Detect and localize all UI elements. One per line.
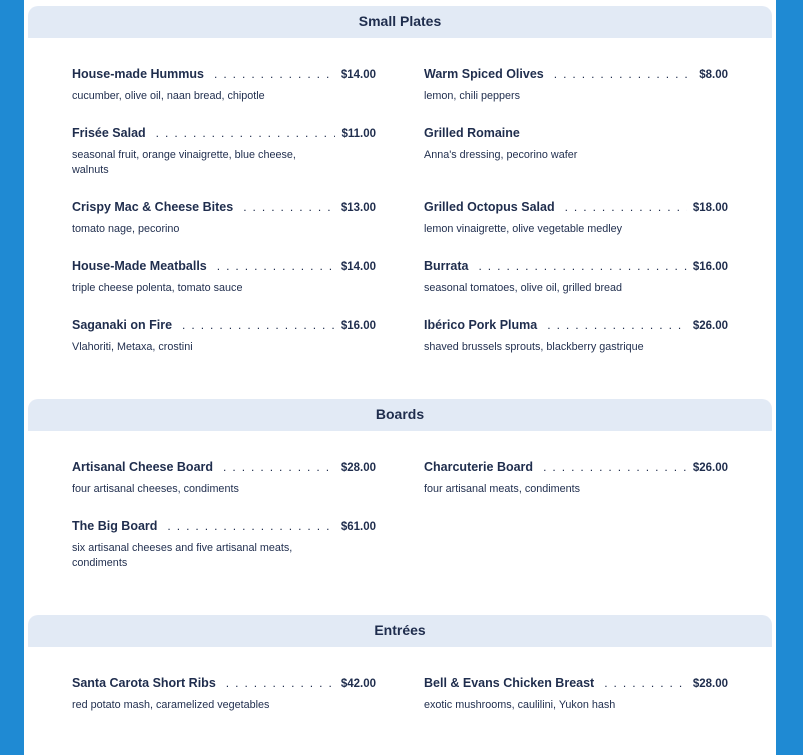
item-price: $28.00 [692, 678, 728, 690]
dot-leader [547, 318, 687, 332]
item-name: Grilled Octopus Salad [424, 200, 555, 214]
item-name: Saganaki on Fire [72, 318, 173, 332]
item-description: shaved brussels sprouts, blackberry gastrique [424, 341, 644, 353]
item-price: $14.00 [340, 69, 376, 81]
menu-item[interactable] [424, 460, 728, 497]
item-description: four artisanal meats, condiments [424, 483, 581, 495]
dot-leader [478, 259, 686, 273]
item-description: cucumber, olive oil, naan bread, chipotle [72, 90, 265, 102]
item-description: exotic mushrooms, caulilini, Yukon hash [424, 699, 616, 711]
item-name: The Big Board [72, 519, 158, 533]
item-name: House-Made Meatballs [72, 259, 207, 273]
item-description: lemon vinaigrette, olive vegetable medley [424, 223, 623, 235]
item-name: Warm Spiced Olives [424, 67, 544, 81]
item-description: four artisanal cheeses, condiments [72, 483, 239, 495]
dot-leader [554, 67, 693, 81]
dot-leader [226, 676, 335, 690]
menu-item[interactable] [72, 259, 376, 296]
item-price: $13.00 [340, 202, 376, 214]
menu-item[interactable] [424, 67, 728, 104]
item-price: $11.00 [341, 128, 376, 140]
dot-leader [604, 676, 687, 690]
dot-leader [214, 67, 335, 81]
menu-item[interactable] [72, 676, 376, 713]
dot-leader [182, 318, 335, 332]
section-header-entrees: Entrées [28, 615, 772, 647]
item-price: $26.00 [692, 462, 728, 474]
item-name: Ibérico Pork Pluma [424, 318, 538, 332]
item-name: Santa Carota Short Ribs [72, 676, 216, 690]
item-description: lemon, chili peppers [424, 90, 521, 102]
item-description: six artisanal cheeses and five artisanal meats, condiments [72, 542, 293, 569]
item-description: Anna's dressing, pecorino wafer [424, 149, 578, 161]
item-name: Grilled Romaine [424, 126, 520, 140]
menu-item[interactable] [72, 460, 376, 497]
menu-item[interactable] [424, 126, 728, 163]
item-description: tomato nage, pecorino [72, 223, 180, 235]
item-name: Charcuterie Board [424, 460, 534, 474]
item-description: seasonal fruit, orange vinaigrette, blue cheese, walnuts [72, 149, 296, 176]
item-price: $14.00 [340, 261, 376, 273]
dot-leader [167, 519, 334, 533]
item-name: House-made Hummus [72, 67, 204, 81]
section-header-small-plates: Small Plates [28, 6, 772, 38]
item-name: Bell & Evans Chicken Breast [424, 676, 595, 690]
dot-leader [243, 200, 335, 214]
dot-leader [223, 460, 335, 474]
item-name: Crispy Mac & Cheese Bites [72, 200, 234, 214]
menu-item[interactable] [72, 519, 376, 571]
section-header-boards: Boards [28, 399, 772, 431]
item-price: $61.00 [340, 521, 376, 533]
item-price: $16.00 [692, 261, 728, 273]
menu-panel [24, 0, 776, 755]
menu-item[interactable] [424, 318, 728, 355]
item-price: $28.00 [340, 462, 376, 474]
menu-item[interactable] [424, 676, 728, 713]
item-price: $26.00 [692, 320, 728, 332]
item-description: triple cheese polenta, tomato sauce [72, 282, 243, 294]
item-price: $8.00 [699, 69, 728, 81]
dot-leader [543, 460, 687, 474]
dot-leader [565, 200, 687, 214]
menu-item[interactable] [424, 200, 728, 237]
menu-item[interactable] [72, 67, 376, 104]
item-description: red potato mash, caramelized vegetables [72, 699, 270, 711]
menu-item[interactable] [72, 126, 376, 178]
item-name: Burrata [424, 259, 469, 273]
item-name: Artisanal Cheese Board [72, 460, 214, 474]
dot-leader [217, 259, 335, 273]
item-name: Frisée Salad [72, 126, 146, 140]
menu-item[interactable] [72, 200, 376, 237]
item-price: $42.00 [340, 678, 376, 690]
item-description: seasonal tomatoes, olive oil, grilled bread [424, 282, 623, 294]
menu-item[interactable] [72, 318, 376, 355]
dot-leader [156, 126, 336, 140]
item-description: Vlahoriti, Metaxa, crostini [72, 341, 193, 353]
item-price: $16.00 [340, 320, 376, 332]
item-price: $18.00 [692, 202, 728, 214]
menu-item[interactable] [424, 259, 728, 296]
